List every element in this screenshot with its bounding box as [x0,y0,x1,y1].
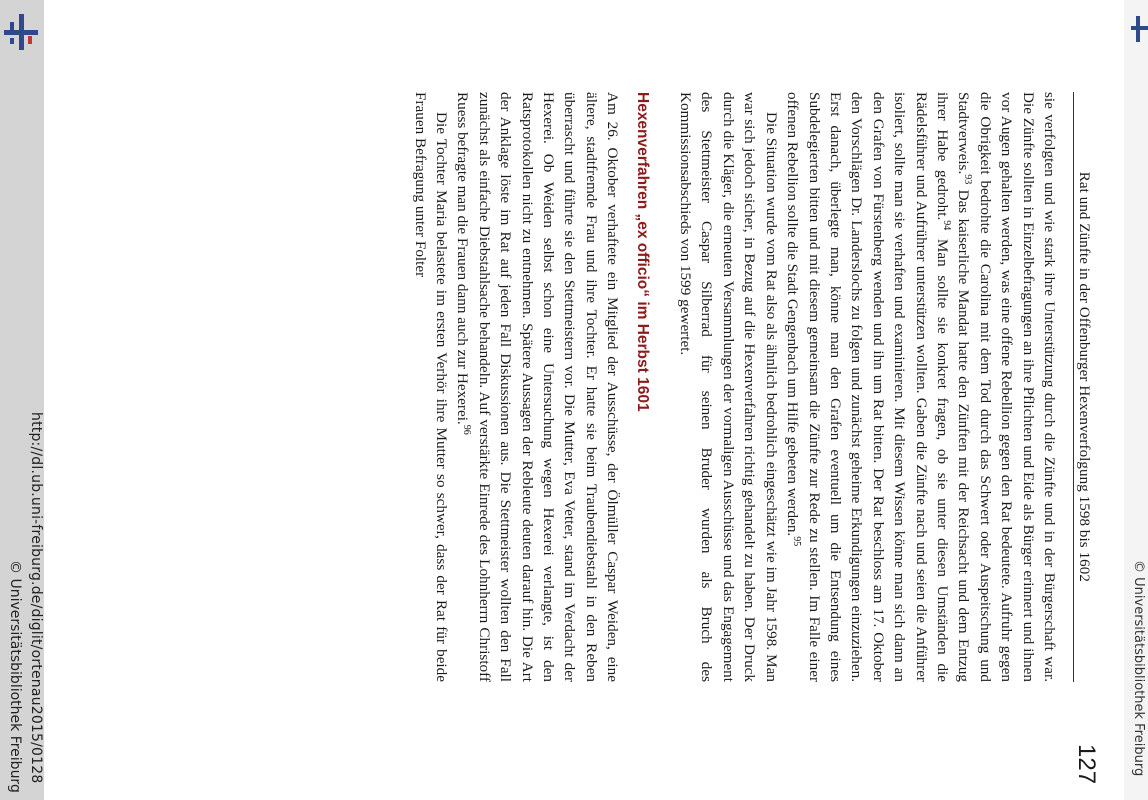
footnote-ref[interactable]: 93 [962,174,974,185]
footnote-ref[interactable]: 94 [941,220,953,231]
paragraph [675,92,782,682]
document-url[interactable]: http://dl.ub.uni-freiburg.de/diglit/ortenau2015/0128 [28,412,44,784]
paragraph-text: Am 26. Oktober verhaftete ein Mitglied der Ausschüsse, der Ölmüller Caspar Weiden, eine ältere, stadtfremde Frau und ihre Tochter. Er hatte sie beim Traubendiebstahl in den Reben überrascht und führte sie den Stettmeistern vor. Die Mutter, Eva Vetter, stand im Verdacht der Hexerei. Ob Weiden selbst schon eine Untersuchung wegen Hexerei verlangte, ist den Ratsprotokollen nicht zu entnehmen. Spätere Aussagen der Rebleute deuten darauf hin. Die Art der Anklage löste im Rat auf jeden Fall Diskussionen aus. Die Stettmeister wollten den Fall zunächst als einfache Diebstahlsache behandeln. Auf verstärkte Einrede des Lohnherrn Christoff Ruess befragte man die Frauen dann auch zur Hexerei. [454,92,622,682]
footnote-ref[interactable]: 95 [791,536,803,547]
paragraph-text: Die Tochter Maria belastete im ersten Verhör ihre Mutter so schwer, dass der Rat für beide Frauen Befragung unter Folter [411,92,451,682]
paragraph [782,92,1060,682]
running-header [1068,92,1108,682]
paragraph-text: Man sollte sie konkret fragen, ob sie unter diesen Umständen die Rädelsführer und Aufrührer unterstützen wollten. Gaben die Zünfte nach und seien die Anführer isoliert, sollte man sie verhaften und examinieren. Mit diesem Wissen könne man sich dann an den Grafen von Fürstenberg wenden und ihn um Rat bitten. Der Rat beschloss am 17. Oktober den Vorschlägen Dr. Landerslochs zu folgen und zunächst geheime Erkundigungen einzuziehen. Erst danach, überlegte man, könne man den Grafen eventuell um die Entsendung eines Subdelegierten bitten und mit diesem gemeinsam die Zünfte zur Rede zu stellen. Im Falle einer offenen Rebellion sollte die Stadt Gengenbach um Hilfe gebeten werden. [784,92,951,682]
paragraph [409,92,452,682]
page-number: 127 [1073,744,1100,785]
footnote-ref[interactable]: 96 [461,424,473,435]
right-margin-strip [1124,0,1148,800]
paragraph [452,92,623,682]
url-link[interactable] [2,0,42,800]
right-copyright-notice: © Universitätsbibliothek Freiburg [1131,560,1146,777]
paragraph-text: Die Situation wurde vom Rat also als ähnlich bedrohlich eingeschätzt wie im Jahr 1598. Man war sich jedoch sicher, in Bezug auf die Hexenverfahren richtig gehandelt zu haben. Der Druck durch die Kläger, die erneuten Versammlungen der vormaligen Ausschüsse und das Engagement des Stettmeister Caspar Silberrad für seinen Bruder wurden als Bruch des Kommissionsabschieds von 1599 gewertet. [677,92,780,682]
copyright-notice: © Universitätsbibliothek Freiburg [7,560,23,793]
paragraph-text: sie verfolgten und wie stark ihre Unterstützung durch die Zünfte und in der Bürgerschaft war. Die Zünfte sollten in Einzelbefragungen an ihre Pflichten und Eide als Bürger erinnert und ihnen vor Augen gehalten werden, was eine offene Rebellion gegen den Rat bedeutete. Aufruhr gegen die Obrigkeit bedrohte die Carolina mit dem Tod durch das Schwert oder Auspeitschung und Stadtverweis. [955,92,1058,682]
body-text [409,92,1060,682]
viewer-sidebar [0,0,44,800]
library-logo-right-icon [1131,16,1148,42]
running-header-title: Rat und Zünfte in der Offenburger Hexenverfolgung 1598 bis 1602 [1076,171,1092,582]
paragraph-text: Das kaiserliche Mandat hatte den Zünften mit der Reichsacht und dem Entzug ihrer Habe gedroht. [933,92,973,682]
header-rule [1073,92,1074,682]
section-heading: Hexenverfahren „ex officio“ im Herbst 1601 [633,92,651,412]
book-page [118,92,1108,785]
